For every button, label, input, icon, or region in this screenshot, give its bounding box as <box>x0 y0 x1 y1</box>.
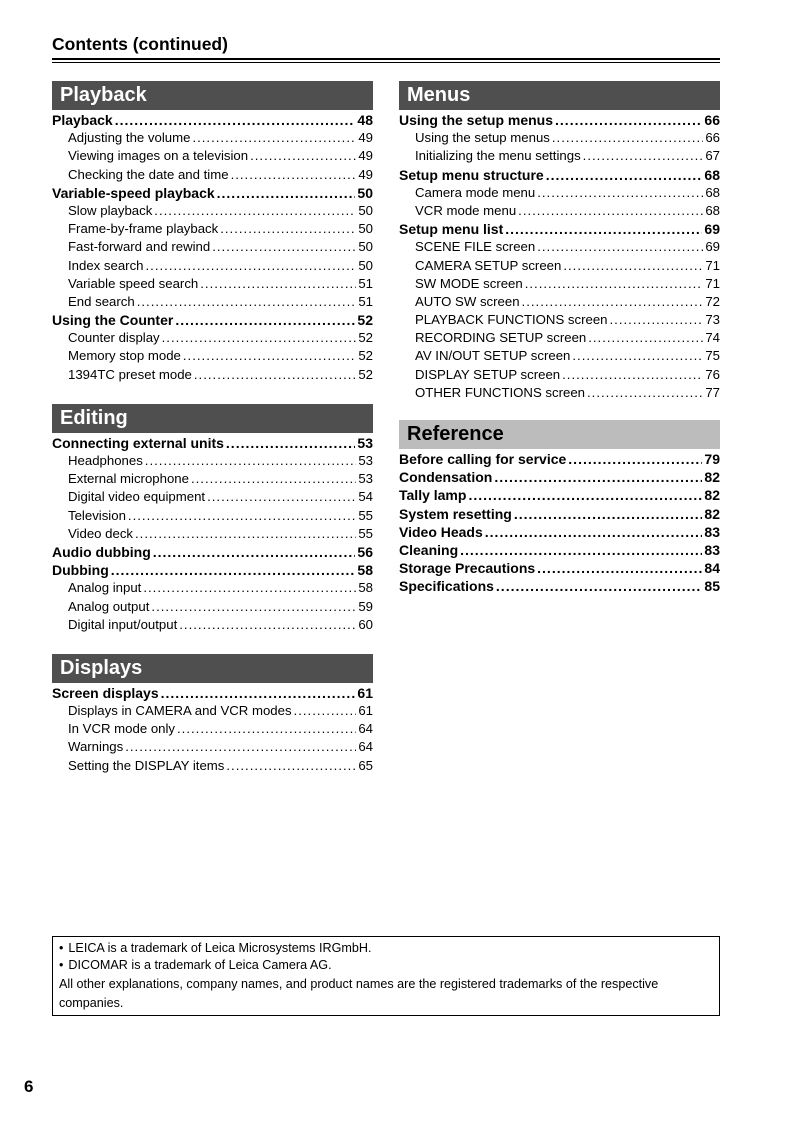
toc-entry-label: DISPLAY SETUP screen <box>415 366 561 382</box>
toc-entry-page: 69 <box>705 239 720 255</box>
toc-entry-main[interactable] <box>399 451 720 469</box>
toc-entry-main[interactable] <box>52 544 373 562</box>
toc-entry-page: 51 <box>358 293 373 309</box>
toc-entry-label: Initializing the menu settings <box>415 148 581 164</box>
leader-dots <box>154 203 356 218</box>
toc-entry-page: 53 <box>358 471 373 487</box>
leader-dots <box>175 312 355 328</box>
toc-entry-label: Setup menu structure <box>399 166 544 183</box>
leader-dots <box>522 294 704 309</box>
section-header: Menus <box>399 81 720 110</box>
toc-entry-sub[interactable] <box>399 148 720 166</box>
toc-entry-sub[interactable] <box>399 203 720 221</box>
toc-entry-page: 50 <box>358 202 373 218</box>
toc-entry-label: Video deck <box>68 525 134 541</box>
leader-dots <box>207 489 356 504</box>
toc-list <box>52 112 373 385</box>
toc-entry-label: Before calling for service <box>399 451 567 467</box>
toc-entry-label: Tally lamp <box>399 487 467 504</box>
toc-entry-sub[interactable] <box>52 508 373 526</box>
toc-list <box>52 435 373 635</box>
leader-dots <box>555 112 702 128</box>
toc-entry-main[interactable] <box>52 185 373 203</box>
toc-entry-label: Frame-by-frame playback <box>68 221 219 237</box>
toc-entry-main[interactable] <box>52 685 373 703</box>
leader-dots <box>460 542 702 558</box>
toc-entry-main[interactable] <box>52 562 373 580</box>
toc-entry-page: 66 <box>704 112 720 128</box>
toc-entry-page: 84 <box>704 560 720 577</box>
leader-dots <box>525 276 704 291</box>
toc-entry-label: Dubbing <box>52 562 109 579</box>
toc-entry-page: 58 <box>358 580 373 596</box>
toc-entry-sub[interactable] <box>52 221 373 239</box>
toc-entry-sub[interactable] <box>399 276 720 294</box>
toc-list <box>399 112 720 403</box>
leader-dots <box>200 276 356 291</box>
leader-dots <box>145 453 357 468</box>
leader-dots <box>505 221 702 237</box>
leader-dots <box>220 221 356 236</box>
leader-dots <box>128 508 356 523</box>
toc-entry-sub[interactable] <box>399 130 720 148</box>
toc-entry-label: System resetting <box>399 505 512 522</box>
toc-entry-label: PLAYBACK FUNCTIONS screen <box>415 312 608 328</box>
toc-entry-sub[interactable] <box>52 167 373 185</box>
toc-entry-page: 61 <box>358 703 373 719</box>
section-editing <box>52 404 373 635</box>
toc-entry-sub[interactable] <box>399 258 720 276</box>
leader-dots <box>568 451 702 467</box>
leader-dots <box>151 599 356 614</box>
toc-entry-page: 82 <box>704 505 720 522</box>
toc-entry-label: Setting the DISPLAY items <box>68 757 225 773</box>
toc-entry-page: 71 <box>705 257 720 273</box>
notice-bullet: • DICOMAR is a trademark of Leica Camera AG. <box>59 957 713 974</box>
toc-entry-page: 52 <box>358 348 373 364</box>
toc-entry-page: 85 <box>704 578 720 595</box>
toc-entry-sub[interactable] <box>399 348 720 366</box>
toc-entry-sub[interactable] <box>52 758 373 776</box>
section-header: Reference <box>399 420 720 449</box>
toc-entry-page: 58 <box>357 562 373 579</box>
toc-entry-label: End search <box>68 293 135 309</box>
trademark-notice <box>52 936 720 1016</box>
leader-dots <box>468 487 702 503</box>
leader-dots <box>192 130 356 145</box>
toc-entry-label: Using the Counter <box>52 312 174 329</box>
toc-entry-label: Using the setup menus <box>399 112 554 128</box>
leader-dots <box>610 312 704 327</box>
toc-entry-sub[interactable] <box>52 367 373 385</box>
toc-entry-sub[interactable] <box>52 276 373 294</box>
toc-entry-main[interactable] <box>52 312 373 330</box>
toc-entry-sub[interactable] <box>52 130 373 148</box>
toc-entry-page: 55 <box>358 525 373 541</box>
toc-entry-main[interactable] <box>399 112 720 130</box>
toc-entry-label: Playback <box>52 112 113 128</box>
toc-entry-page: 53 <box>358 453 373 468</box>
toc-entry-sub[interactable] <box>399 312 720 330</box>
toc-entry-label: CAMERA SETUP screen <box>415 257 562 273</box>
section-playback <box>52 81 373 385</box>
toc-entry-main[interactable] <box>399 560 720 578</box>
toc-entry-page: 75 <box>705 348 720 364</box>
toc-entry-sub[interactable] <box>52 294 373 312</box>
toc-entry-main[interactable] <box>399 469 720 487</box>
toc-entry-page: 69 <box>704 221 720 238</box>
leader-dots <box>226 758 356 773</box>
notice-bullet: • LEICA is a trademark of Leica Microsystems IRGmbH. <box>59 940 713 957</box>
section-displays <box>52 654 373 776</box>
toc-entry-page: 79 <box>704 451 720 467</box>
toc-entry-label: Storage Precautions <box>399 560 536 577</box>
toc-entry-label: In VCR mode only <box>68 721 176 737</box>
toc-entry-page: 50 <box>357 184 373 201</box>
toc-entry-label: Analog output <box>68 598 150 614</box>
toc-entry-page: 72 <box>705 293 720 309</box>
toc-entry-page: 59 <box>358 598 373 614</box>
leader-dots <box>518 203 703 218</box>
toc-entry-label: Warnings <box>68 739 124 755</box>
right-column <box>399 81 720 615</box>
toc-entry-page: 49 <box>358 148 373 164</box>
toc-entry-sub[interactable] <box>399 294 720 312</box>
toc-entry-main[interactable] <box>52 112 373 130</box>
toc-entry-label: 1394TC preset mode <box>68 366 192 382</box>
toc-entry-page: 52 <box>358 330 373 346</box>
leader-dots <box>194 367 356 382</box>
toc-entry-label: Video Heads <box>399 523 483 540</box>
section-menus <box>399 81 720 403</box>
toc-entry-main[interactable] <box>399 578 720 596</box>
page-number: 6 <box>24 1077 34 1096</box>
toc-entry-label: Variable speed search <box>68 275 199 291</box>
toc-entry-main[interactable] <box>399 167 720 185</box>
toc-entry-main[interactable] <box>52 435 373 453</box>
toc-entry-label: Memory stop mode <box>68 348 181 364</box>
toc-entry-main[interactable] <box>399 542 720 560</box>
toc-entry-page: 50 <box>358 257 373 273</box>
page-title: Contents (continued) <box>52 34 228 54</box>
toc-entry-label: Slow playback <box>68 202 153 218</box>
toc-entry-label: Condensation <box>399 469 493 486</box>
toc-entry-page: 52 <box>357 312 373 329</box>
toc-entry-label: Viewing images on a television <box>68 148 249 164</box>
section-header: Editing <box>52 404 373 433</box>
toc-entry-sub[interactable] <box>399 385 720 403</box>
toc-entry-label: Adjusting the volume <box>68 130 191 146</box>
leader-dots <box>153 544 356 560</box>
toc-entry-sub[interactable] <box>399 185 720 203</box>
leader-dots <box>231 167 357 182</box>
toc-entry-page: 64 <box>358 721 373 737</box>
toc-entry-label: Checking the date and time <box>68 166 229 182</box>
toc-entry-sub[interactable] <box>52 471 373 489</box>
leader-dots <box>137 294 357 309</box>
toc-entry-sub[interactable] <box>52 580 373 598</box>
toc-entry-page: 68 <box>704 166 720 183</box>
toc-entry-sub[interactable] <box>52 330 373 348</box>
leader-dots <box>552 130 703 145</box>
toc-entry-label: Specifications <box>399 578 494 595</box>
toc-entry-sub[interactable] <box>52 739 373 757</box>
toc-entry-page: 82 <box>704 487 720 504</box>
toc-entry-page: 54 <box>358 489 373 505</box>
leader-dots <box>537 239 703 254</box>
toc-entry-page: 49 <box>358 130 373 146</box>
leader-dots <box>226 435 356 451</box>
leader-dots <box>161 685 356 701</box>
leader-dots <box>514 506 703 522</box>
toc-entry-label: Cleaning <box>399 541 459 558</box>
leader-dots <box>111 562 356 578</box>
toc-entry-sub[interactable] <box>52 599 373 617</box>
toc-entry-label: SW MODE screen <box>415 275 523 291</box>
toc-entry-label: Digital video equipment <box>68 489 206 505</box>
toc-entry-sub[interactable] <box>52 703 373 721</box>
toc-list <box>399 451 720 597</box>
toc-entry-label: Fast-forward and rewind <box>68 239 211 255</box>
toc-entry-page: 56 <box>357 543 373 560</box>
toc-entry-sub[interactable] <box>52 489 373 507</box>
leader-dots <box>588 330 703 345</box>
toc-entry-page: 67 <box>705 148 720 164</box>
toc-entry-page: 73 <box>705 312 720 328</box>
leader-dots <box>191 471 356 486</box>
leader-dots <box>537 560 702 576</box>
toc-entry-sub[interactable] <box>399 330 720 348</box>
left-column <box>52 81 373 794</box>
toc-entry-label: Connecting external units <box>52 434 224 451</box>
section-reference <box>399 420 720 597</box>
toc-entry-sub[interactable] <box>52 203 373 221</box>
toc-entry-label: SCENE FILE screen <box>415 239 536 255</box>
leader-dots <box>162 330 357 345</box>
leader-dots <box>562 367 703 382</box>
toc-entry-page: 83 <box>704 523 720 540</box>
toc-entry-page: 55 <box>358 507 373 523</box>
toc-entry-label: Headphones <box>68 453 143 468</box>
toc-entry-page: 83 <box>704 541 720 558</box>
toc-entry-page: 68 <box>705 202 720 218</box>
leader-dots <box>125 739 356 754</box>
leader-dots <box>583 148 704 163</box>
leader-dots <box>135 526 356 541</box>
toc-entry-label: Index search <box>68 257 144 273</box>
toc-entry-sub[interactable] <box>52 526 373 544</box>
leader-dots <box>496 578 703 594</box>
toc-entry-label: RECORDING SETUP screen <box>415 330 587 346</box>
leader-dots <box>115 112 356 128</box>
leader-dots <box>294 703 357 718</box>
toc-entry-main[interactable] <box>399 487 720 505</box>
toc-entry-page: 61 <box>357 684 373 701</box>
title-rule-thin <box>52 62 720 63</box>
leader-dots <box>212 239 356 254</box>
toc-entry-label: Digital input/output <box>68 616 178 632</box>
notice-paragraph: All other explanations, company names, and product names are the registered trademarks of the respective companies. <box>59 977 659 1010</box>
toc-entry-label: Displays in CAMERA and VCR modes <box>68 703 292 719</box>
toc-entry-label: AV IN/OUT SETUP screen <box>415 348 571 364</box>
toc-entry-label: Screen displays <box>52 684 159 701</box>
toc-entry-page: 51 <box>358 275 373 291</box>
toc-entry-sub[interactable] <box>399 367 720 385</box>
toc-entry-page: 66 <box>705 130 720 146</box>
leader-dots <box>177 721 356 736</box>
toc-entry-label: Camera mode menu <box>415 184 536 200</box>
leader-dots <box>250 148 356 163</box>
section-header: Playback <box>52 81 373 110</box>
toc-entry-page: 64 <box>358 739 373 755</box>
leader-dots <box>587 385 703 400</box>
toc-entry-sub[interactable] <box>399 239 720 257</box>
toc-entry-page: 52 <box>358 366 373 382</box>
toc-entry-label: Analog input <box>68 580 142 596</box>
toc-entry-main[interactable] <box>399 221 720 239</box>
toc-entry-label: Variable-speed playback <box>52 184 215 201</box>
toc-entry-main[interactable] <box>399 524 720 542</box>
toc-entry-sub[interactable] <box>52 348 373 366</box>
toc-list <box>52 685 373 776</box>
title-rule-thick <box>52 58 720 60</box>
leader-dots <box>146 258 357 273</box>
section-header: Displays <box>52 654 373 683</box>
leader-dots <box>179 617 356 632</box>
toc-entry-page: 50 <box>358 221 373 237</box>
toc-entry-page: 65 <box>358 757 373 773</box>
toc-entry-label: VCR mode menu <box>415 202 517 218</box>
toc-entry-page: 74 <box>705 330 720 346</box>
toc-entry-sub[interactable] <box>52 617 373 635</box>
toc-entry-label: External microphone <box>68 471 189 487</box>
leader-dots <box>485 524 703 540</box>
toc-entry-page: 76 <box>705 366 720 382</box>
toc-entry-sub[interactable] <box>52 239 373 257</box>
leader-dots <box>572 348 703 363</box>
toc-entry-page: 71 <box>705 275 720 291</box>
toc-entry-page: 53 <box>357 434 373 451</box>
toc-entry-label: Using the setup menus <box>415 130 550 146</box>
toc-entry-label: Audio dubbing <box>52 543 151 560</box>
toc-entry-sub[interactable] <box>52 721 373 739</box>
toc-entry-page: 82 <box>704 469 720 486</box>
toc-entry-page: 68 <box>705 184 720 200</box>
toc-entry-sub[interactable] <box>52 453 373 471</box>
toc-entry-label: Setup menu list <box>399 221 504 238</box>
toc-entry-label: AUTO SW screen <box>415 293 520 309</box>
toc-entry-label: Counter display <box>68 330 160 346</box>
leader-dots <box>217 185 356 201</box>
toc-entry-page: 49 <box>358 166 373 182</box>
toc-entry-sub[interactable] <box>52 148 373 166</box>
leader-dots <box>494 469 702 485</box>
leader-dots <box>537 185 703 200</box>
toc-entry-sub[interactable] <box>52 258 373 276</box>
leader-dots <box>563 258 703 273</box>
toc-entry-page: 48 <box>357 112 373 128</box>
toc-entry-page: 50 <box>358 239 373 255</box>
toc-entry-page: 77 <box>705 384 720 400</box>
toc-entry-label: Television <box>68 507 126 523</box>
leader-dots <box>546 167 703 183</box>
leader-dots <box>143 580 356 595</box>
leader-dots <box>183 348 356 363</box>
toc-entry-label: OTHER FUNCTIONS screen <box>415 384 585 400</box>
toc-entry-page: 60 <box>358 616 373 632</box>
toc-entry-main[interactable] <box>399 506 720 524</box>
